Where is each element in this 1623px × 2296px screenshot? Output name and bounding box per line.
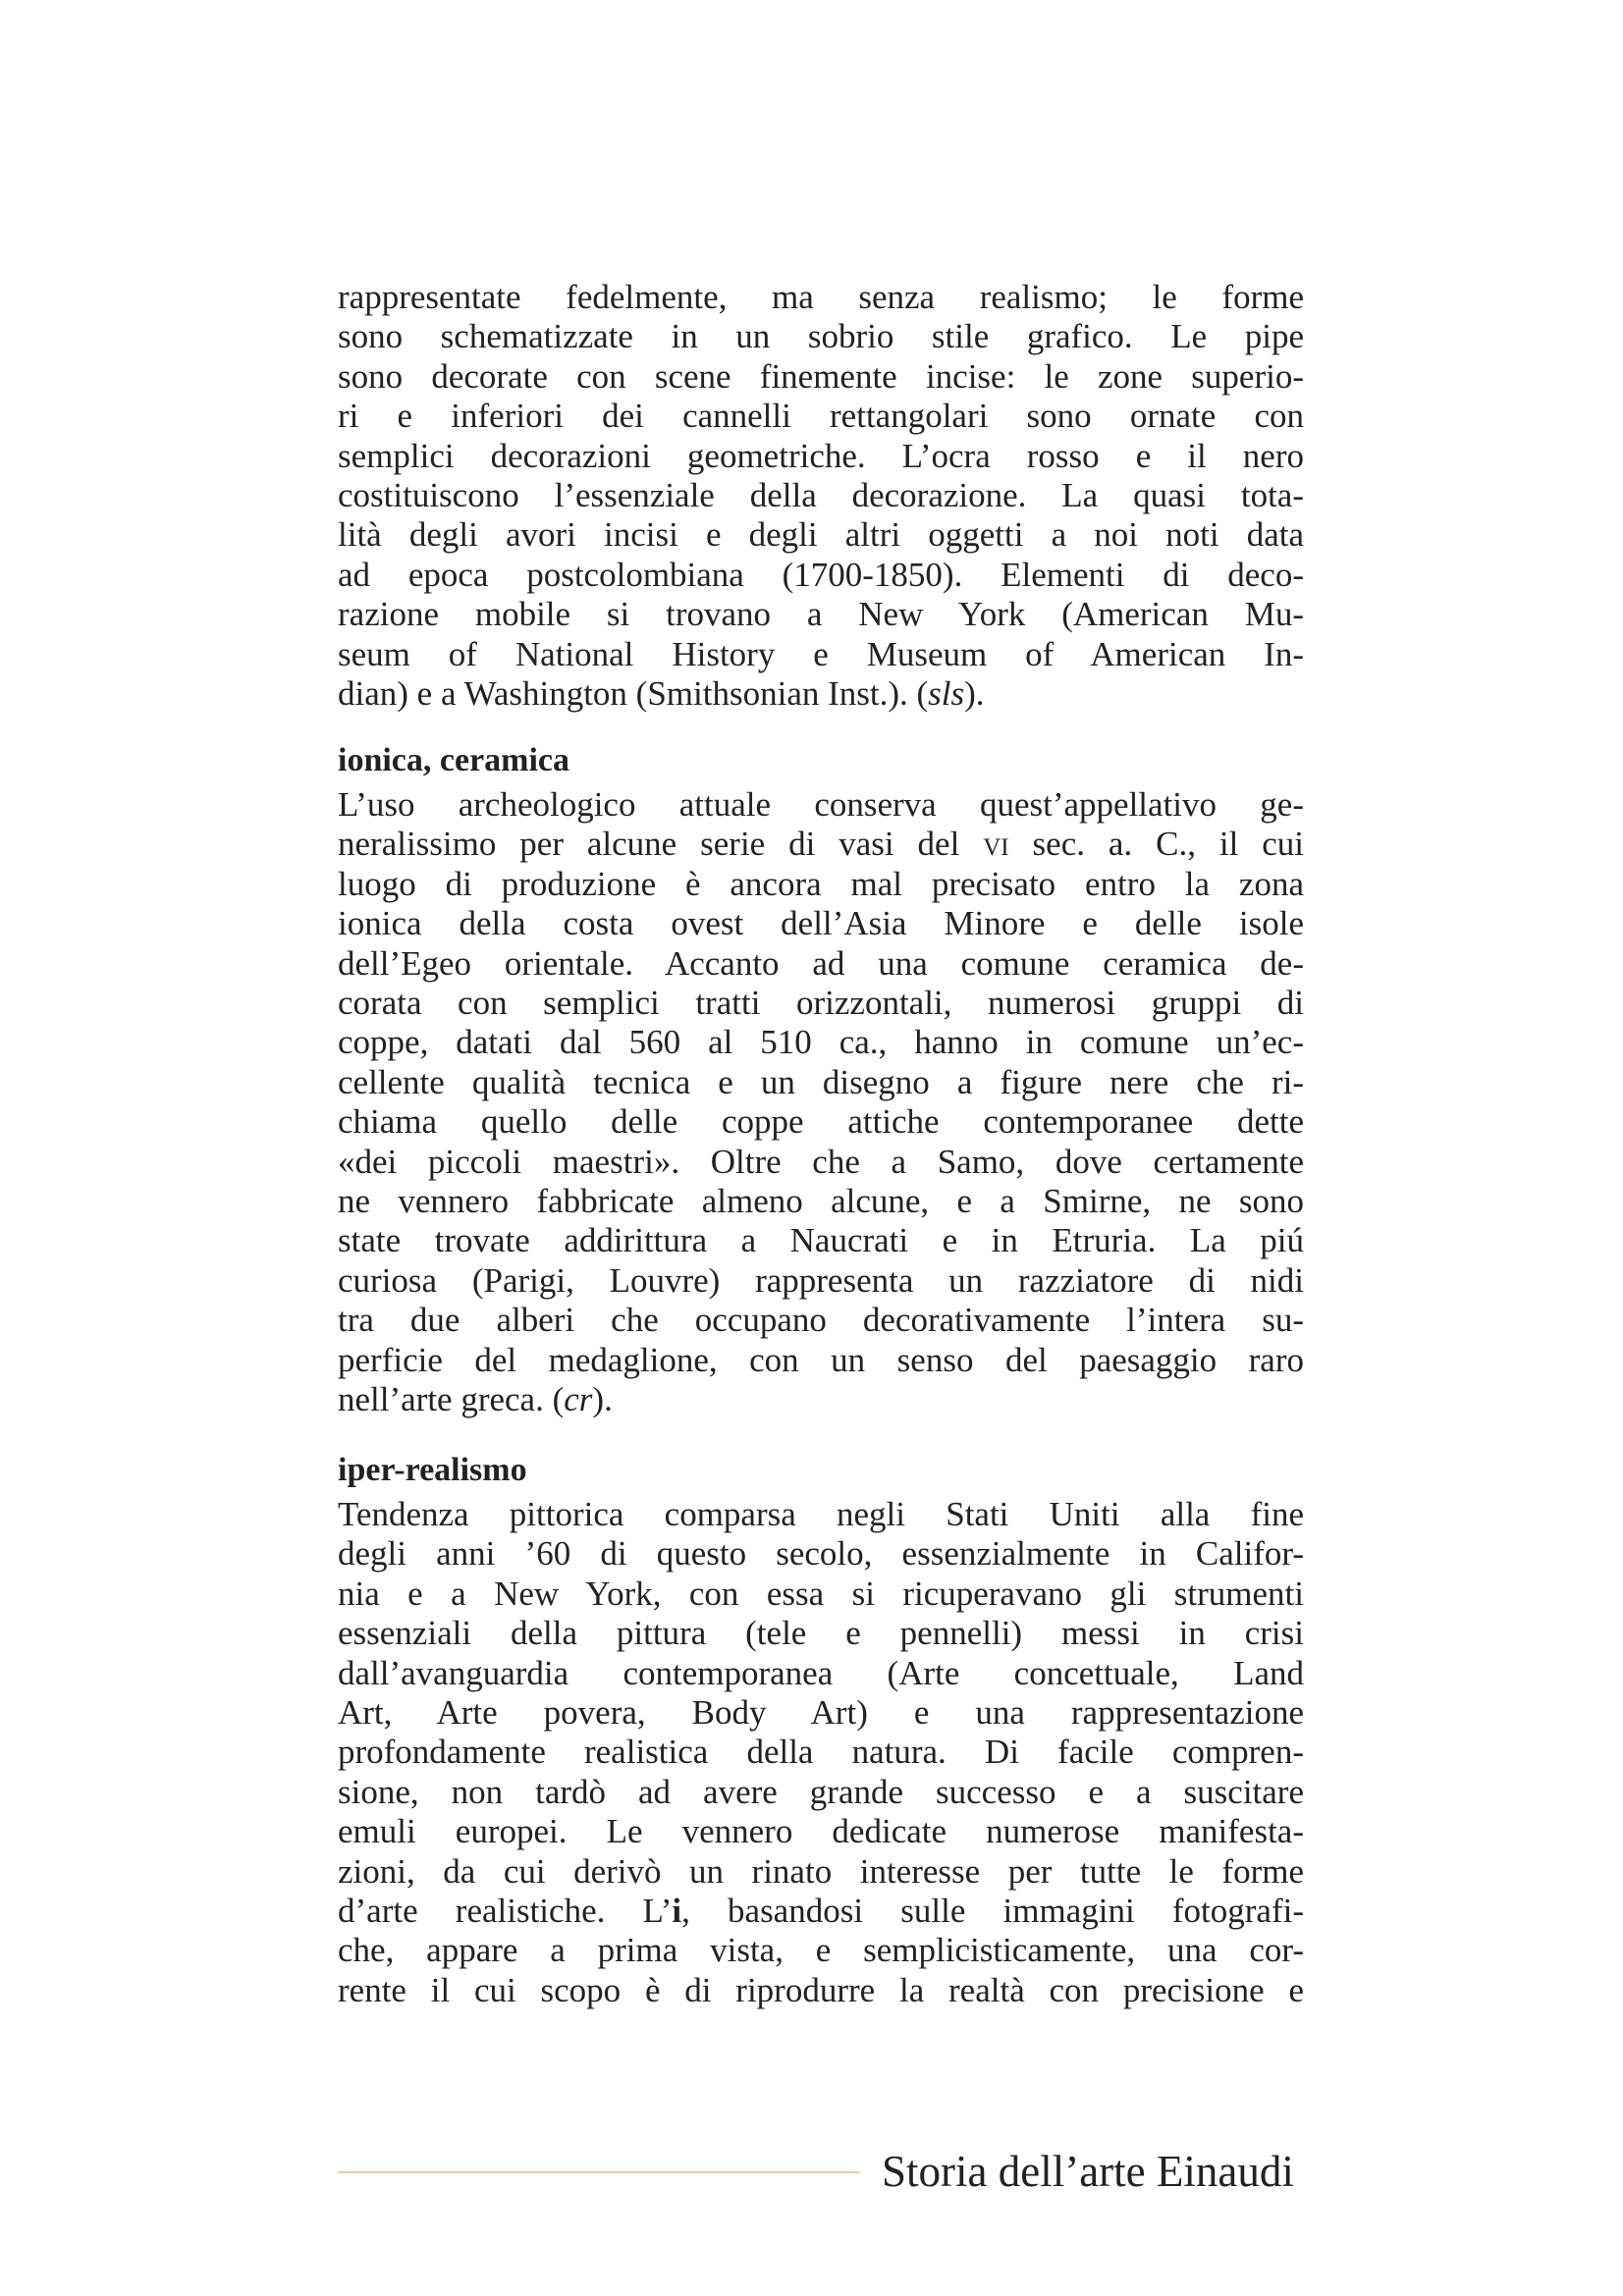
text-line-body: nell’arte greca. ( bbox=[338, 1380, 565, 1419]
text-line: che, appare a prima vista, e semplicisticamente, una cor- bbox=[338, 1931, 1304, 1970]
text-line: cellente qualità tecnica e un disegno a figure nere che ri- bbox=[338, 1062, 1304, 1101]
text-line-end: ). bbox=[964, 674, 985, 714]
text-line: curiosa (Parigi, Louvre) rappresenta un razziatore di nidi bbox=[338, 1260, 1304, 1300]
text-line: degli anni ’60 di questo secolo, essenzialmente in Califor- bbox=[338, 1534, 1304, 1574]
text-line-last bbox=[338, 1380, 1304, 1419]
entry-continuation-text bbox=[338, 278, 1304, 714]
text-line: state trovate addirittura a Naucrati e in Etruria. La piú bbox=[338, 1221, 1304, 1260]
text-line: dall’avanguardia contemporanea (Arte concettuale, Land bbox=[338, 1653, 1304, 1692]
text-line: seum of National History e Museum of American In- bbox=[338, 634, 1304, 673]
text-line: razione mobile si trovano a New York (American Mu- bbox=[338, 595, 1304, 634]
text-line: dell’Egeo orientale. Accanto ad una comune ceramica de- bbox=[338, 943, 1304, 983]
text-line: luogo di produzione è ancora mal precisato entro la zona bbox=[338, 864, 1304, 903]
text-line: L’uso archeologico attuale conserva quest’appellativo ge- bbox=[338, 785, 1304, 824]
text-line: perficie del medaglione, con un senso del paesaggio raro bbox=[338, 1340, 1304, 1379]
entry-heading-ionica-ceramica: ionica, ceramica bbox=[338, 742, 570, 778]
text-line: sono decorate con scene finemente incise: le zone superio- bbox=[338, 356, 1304, 396]
text-line: emuli europei. Le vennero dedicate numerose manifesta- bbox=[338, 1812, 1304, 1851]
text-line: rappresentate fedelmente, ma senza realismo; le forme bbox=[338, 278, 1304, 316]
text-line: coppe, datati dal 560 al 510 ca., hanno in comune un’ec- bbox=[338, 1023, 1304, 1062]
text-line: profondamente realistica della natura. Di facile compren- bbox=[338, 1733, 1304, 1772]
text-line: sono schematizzate in un sobrio stile grafico. Le pipe bbox=[338, 317, 1304, 356]
roman-numeral: vi bbox=[983, 825, 1009, 864]
entry-text-ionica-ceramica bbox=[338, 785, 1304, 1420]
text-line: essenziali della pittura (tele e pennelli) messi in crisi bbox=[338, 1614, 1304, 1653]
text-line: ad epoca postcolombiana (1700-1850). Elementi di deco- bbox=[338, 555, 1304, 594]
entry-text-iper-realismo bbox=[338, 1495, 1304, 2010]
footer-publication-title: Storia dell’arte Einaudi bbox=[882, 2147, 1294, 2196]
text-line: ri e inferiori dei cannelli rettangolari sono ornate con bbox=[338, 397, 1304, 436]
text-line: Tendenza pittorica comparsa negli Stati Uniti alla fine bbox=[338, 1495, 1304, 1533]
footer-rule bbox=[338, 2171, 860, 2173]
text-line: «dei piccoli maestri». Oltre che a Samo, dove certamente bbox=[338, 1142, 1304, 1181]
text-line: zioni, da cui derivò un rinato interesse per tutte le forme bbox=[338, 1851, 1304, 1891]
text-line: lità degli avori incisi e degli altri oggetti a noi noti data bbox=[338, 515, 1304, 555]
text-line: costituiscono l’essenziale della decorazione. La quasi tota- bbox=[338, 476, 1304, 515]
text-line-last bbox=[338, 674, 1304, 714]
text-line: tra due alberi che occupano decorativamente l’intera su- bbox=[338, 1301, 1304, 1340]
text-line: Art, Arte povera, Body Art) e una rappresentazione bbox=[338, 1693, 1304, 1733]
text-line: rente il cui scopo è di riprodurre la realtà con precisione e bbox=[338, 1970, 1304, 2009]
text-line: neralissimo per alcune serie di vasi del vi sec. a. C., il cui bbox=[338, 825, 1305, 864]
text-line: semplici decorazioni geometriche. L’ocra rosso e il nero bbox=[338, 436, 1304, 475]
text-line: corata con semplici tratti orizzontali, numerosi gruppi di bbox=[338, 984, 1304, 1023]
author-initials: cr bbox=[564, 1380, 593, 1419]
text-line: ne vennero fabbricate almeno alcune, e a Smirne, ne sono bbox=[338, 1182, 1304, 1221]
text-line-body: dian) e a Washington (Smithsonian Inst.). ( bbox=[338, 674, 929, 714]
text-line: d’arte realistiche. L’i, basandosi sulle immagini fotografi- bbox=[338, 1892, 1304, 1931]
text-line: ionica della costa ovest dell’Asia Minore e delle isole bbox=[338, 904, 1304, 943]
text-line: nia e a New York, con essa si ricuperavano gli strumenti bbox=[338, 1574, 1304, 1613]
entry-heading-iper-realismo: iper-realismo bbox=[338, 1452, 527, 1488]
author-initials: sls bbox=[928, 674, 965, 714]
text-line: chiama quello delle coppe attiche contemporanee dette bbox=[338, 1102, 1304, 1142]
text-line-end: ). bbox=[592, 1380, 613, 1419]
text-line: sione, non tardò ad avere grande successo e a suscitare bbox=[338, 1772, 1304, 1811]
